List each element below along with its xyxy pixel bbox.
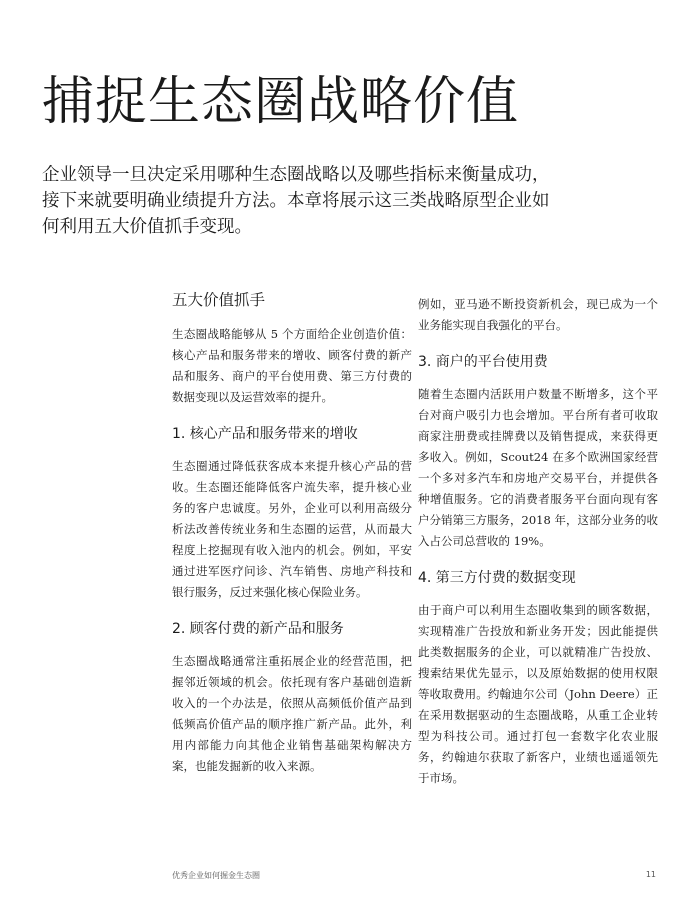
right-column: [418, 294, 658, 789]
section-heading-platform-fees: 3. 商户的平台使用费: [418, 354, 548, 370]
lead-paragraph: 企业领导一旦决定采用哪种生态圈战略以及哪些指标来衡量成功，接下来就要明确业绩提升方法。本章将展示这三类战略原型企业如何利用五大价值抓手变现。: [42, 165, 550, 237]
page-footer: [172, 870, 656, 881]
continuation-paragraph: 例如，亚马逊不断投资新机会，现已成为一个业务能实现自我强化的平台。: [418, 297, 658, 332]
section-heading-new-products: 2. 顾客付费的新产品和服务: [172, 621, 344, 637]
left-column: [172, 290, 412, 777]
section-body-core-revenue: 生态圈通过降低获客成本来提升核心产品的营收。生态圈还能降低客户流失率，提升核心业务的客户忠诚度。另外，企业可以利用高级分析法改善传统业务和生态圈的运营，从而最大程度上挖掘现有收入池内的机会。例如，平安通过进军医疗问诊、汽车销售、房地产科技和银行服务，反过来强化核心保险业务。: [172, 459, 412, 599]
section-heading-data-monetization: 4. 第三方付费的数据变现: [418, 570, 576, 586]
page-title: 捕捉生态圈战略价值: [42, 72, 520, 132]
section-body-new-products: 生态圈战略通常注重拓展企业的经营范围，把握邻近领域的机会。依托现有客户基础创造新收入的一个办法是，依照从高频低价值产品到低频高价值产品的顺序推广新产品。此外，利用内部能力向其他企业销售基础架构解决方案，也能发掘新的收入来源。: [172, 654, 412, 773]
intro-paragraph: 生态圈战略能够从 5 个方面给企业创造价值：核心产品和服务带来的增收、顾客付费的新产品和服务、商户的平台使用费、第三方付费的数据变现以及运营效率的提升。: [172, 327, 412, 404]
section-heading-core-revenue: 1. 核心产品和服务带来的增收: [172, 426, 358, 442]
footer-text: 优秀企业如何掘金生态圈: [172, 871, 260, 880]
section-heading-value-levers: 五大价值抓手: [172, 291, 266, 309]
section-body-platform-fees: 随着生态圈内活跃用户数量不断增多，这个平台对商户吸引力也会增加。平台所有者可收取商家注册费或挂牌费以及销售提成，来获得更多收入。例如，Scout24 在多个欧洲国家经营一个多对多汽车和房地产交易平台，并提供各种增值服务。它的消费者服务平台面向现有客户分销第三方服务，2018 年，这部分业务的收入占公司总营收的 19%。: [418, 387, 658, 548]
section-body-data-monetization: 由于商户可以利用生态圈收集到的顾客数据，实现精准广告投放和新业务开发；因此能提供此类数据服务的企业，可以就精准广告投放、搜索结果优先显示，以及原始数据的使用权限等收取费用。约翰迪尔公司（John Deere）正在采用数据驱动的生态圈战略，从重工企业转型为科技公司。通过打包一套数字化农业服务，约翰迪尔获取了新客户，业绩也遥遥领先于市场。: [418, 603, 658, 785]
page-number: 11: [645, 870, 656, 879]
